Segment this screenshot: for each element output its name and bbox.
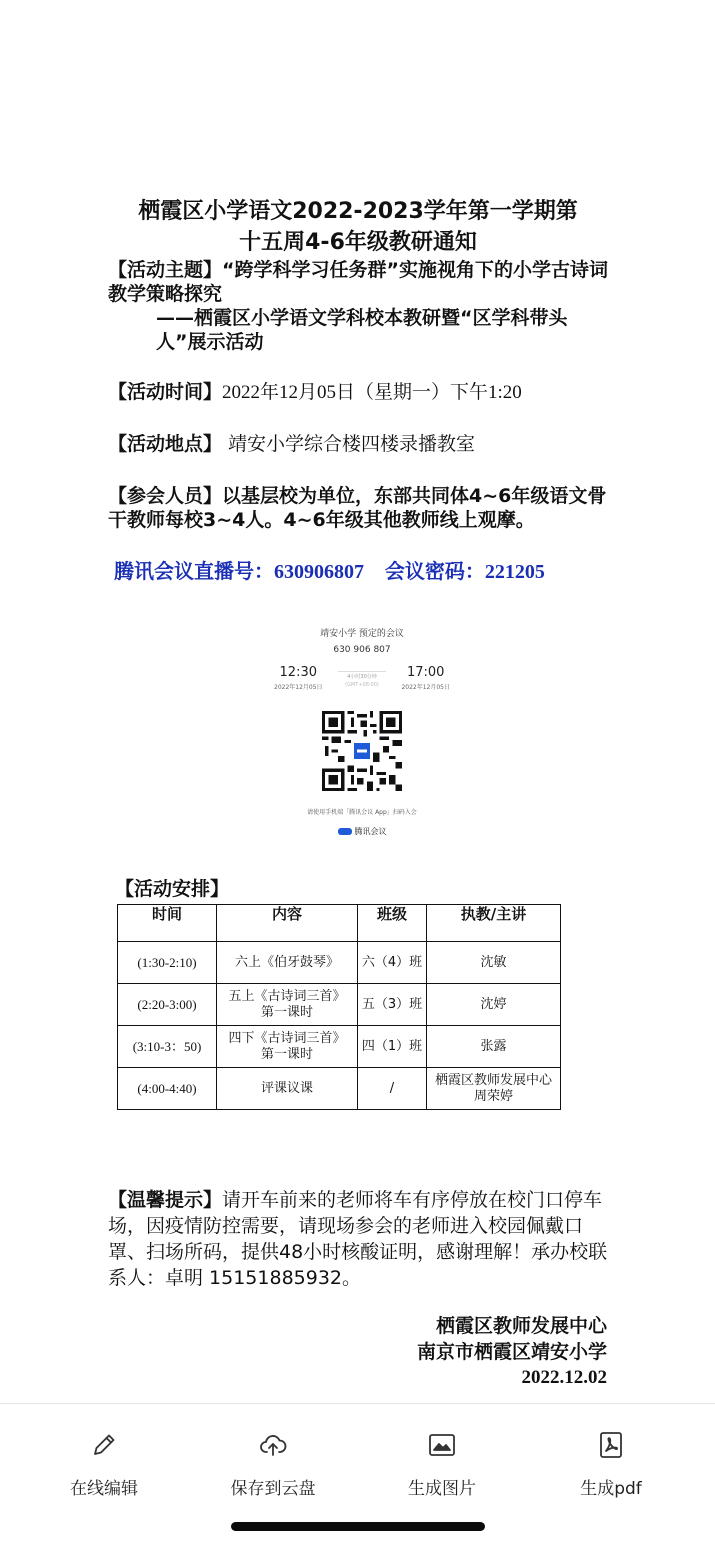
doc-title-line1: 栖霞区小学语文2022-2023学年第一学期第 [138,199,578,224]
place-label: 【活动地点】 [108,433,223,455]
end-time: 17:00 [406,665,445,680]
theme-text: “跨学科学习任务群”实施视角下的小学古诗词教学策略探究 [108,259,608,305]
signature-org1: 栖霞区教师发展中心 [435,1315,607,1337]
meeting-duration [338,665,386,691]
tips-label: 【温馨提示】 [108,1189,223,1211]
tencent-meeting-logo-icon [338,828,352,835]
tips-text: 请开车前来的老师将车有序停放在校门口停车场，因疫情防控需要，请现场参会的老师进入校园佩戴口罩、扫场所码，提供48小时核酸证明，感谢理解！承办校联系人：卓明 15151885932。 [108,1189,608,1289]
table-row [118,1068,561,1110]
brand-name: 腾讯会议 [354,827,387,836]
meeting-times [262,665,462,691]
meeting-org: 靖安小学 预定的会议 [320,629,404,639]
row-time: (1:30-2:10) [118,942,217,984]
time-label: 【活动时间】 [108,381,223,403]
meeting-password: 221205 [484,561,545,583]
row-teacher: 张露 [427,1026,561,1068]
doc-title-line2: 十五周4-6年级教研通知 [239,230,477,255]
header-teacher: 执教/主讲 [427,905,561,942]
row-content-line2: 第一课时 [260,1004,313,1020]
duration-text: 4小时30分钟 [338,671,386,680]
meeting-label: 腾讯会议直播号： [114,559,274,583]
schedule-heading: 【活动安排】 [115,878,230,900]
end-date: 2022年12月05日 [401,684,450,691]
meeting-start [274,665,323,691]
activity-place [108,432,608,456]
row-teacher: 沈敏 [427,942,561,984]
signature-block [417,1313,607,1391]
tencent-meeting-brand [262,826,462,837]
row-class: 四（1）班 [358,1026,427,1068]
qr-code-icon[interactable] [322,711,402,791]
cloud-upload-icon [258,1430,288,1460]
meeting-info [108,558,608,585]
save-to-cloud-button[interactable] [203,1430,343,1499]
row-class: / [358,1068,427,1110]
schedule-table [117,904,561,1110]
row-content-line2: 第一课时 [260,1046,313,1062]
activity-theme [108,258,608,306]
signature-org2: 南京市栖霞区靖安小学 [416,1341,607,1363]
time-text: 2022年12月05日（星期一）下午1:20 [222,382,522,403]
row-content-line1: 五上《古诗词三首》 [228,988,346,1004]
generate-pdf-button[interactable] [541,1430,681,1499]
row-content [217,1026,358,1068]
header-time: 时间 [118,905,217,942]
scan-tip: 请使用手机端「腾讯会议 App」扫码入会 [307,809,417,816]
row-time: (3:10-3：50) [118,1026,217,1068]
table-row [118,942,561,984]
generate-image-label: 生成图片 [408,1479,476,1499]
online-edit-button[interactable] [34,1430,174,1499]
meeting-password-label: 会议密码： [384,559,485,583]
pdf-icon [596,1430,626,1460]
place-text: 靖安小学综合楼四楼录播教室 [222,433,476,455]
header-class: 班级 [358,905,427,942]
attendees-label: 【参会人员】 [108,485,223,507]
save-to-cloud-label: 保存到云盘 [230,1479,316,1499]
meeting-number: 630 906 807 [333,645,391,655]
theme-subtitle: ——栖霞区小学语文学科校本教研暨“区学科带头人”展示活动 [156,307,568,353]
row-content-line1: 六上《伯牙鼓琴》 [234,954,339,970]
row-content-line1: 四下《古诗词三首》 [228,1030,346,1046]
meeting-end [401,665,450,691]
activity-time [108,380,608,405]
row-teacher-line2: 周荣婷 [473,1088,513,1104]
theme-label: 【活动主题】 [108,259,223,281]
table-row [118,984,561,1026]
generate-image-button[interactable] [372,1430,512,1499]
header-content: 内容 [217,905,358,942]
start-date: 2022年12月05日 [274,684,323,691]
row-teacher [427,1068,561,1110]
meeting-id: 630906807 [274,561,364,583]
attendees-text: 以基层校为单位，东部共同体4~6年级语文骨干教师每校3~4人。4~6年级其他教师线上观摩。 [108,485,607,531]
row-teacher: 沈婷 [427,984,561,1026]
home-indicator[interactable] [231,1522,485,1531]
online-edit-label: 在线编辑 [70,1479,138,1499]
row-class: 六（4）班 [358,942,427,984]
row-content: 评课议课 [217,1068,358,1110]
notice-document [108,196,608,605]
row-time: (2:20-3:00) [118,984,217,1026]
row-class: 五（3）班 [358,984,427,1026]
image-icon [427,1430,457,1460]
row-content [217,942,358,984]
table-row [118,1026,561,1068]
signature-date: 2022.12.02 [521,1367,607,1388]
meeting-card [262,618,462,850]
timezone-text: (GMT+08:00) [345,682,379,688]
pencil-icon [89,1430,119,1460]
start-time: 12:30 [279,665,317,680]
activity-attendees [108,484,608,532]
warm-tips [108,1187,608,1291]
row-teacher-line1: 栖霞区教师发展中心 [434,1072,552,1088]
row-content [217,984,358,1026]
table-header-row [118,905,561,942]
generate-pdf-label: 生成pdf [580,1479,642,1499]
row-time: (4:00-4:40) [118,1068,217,1110]
